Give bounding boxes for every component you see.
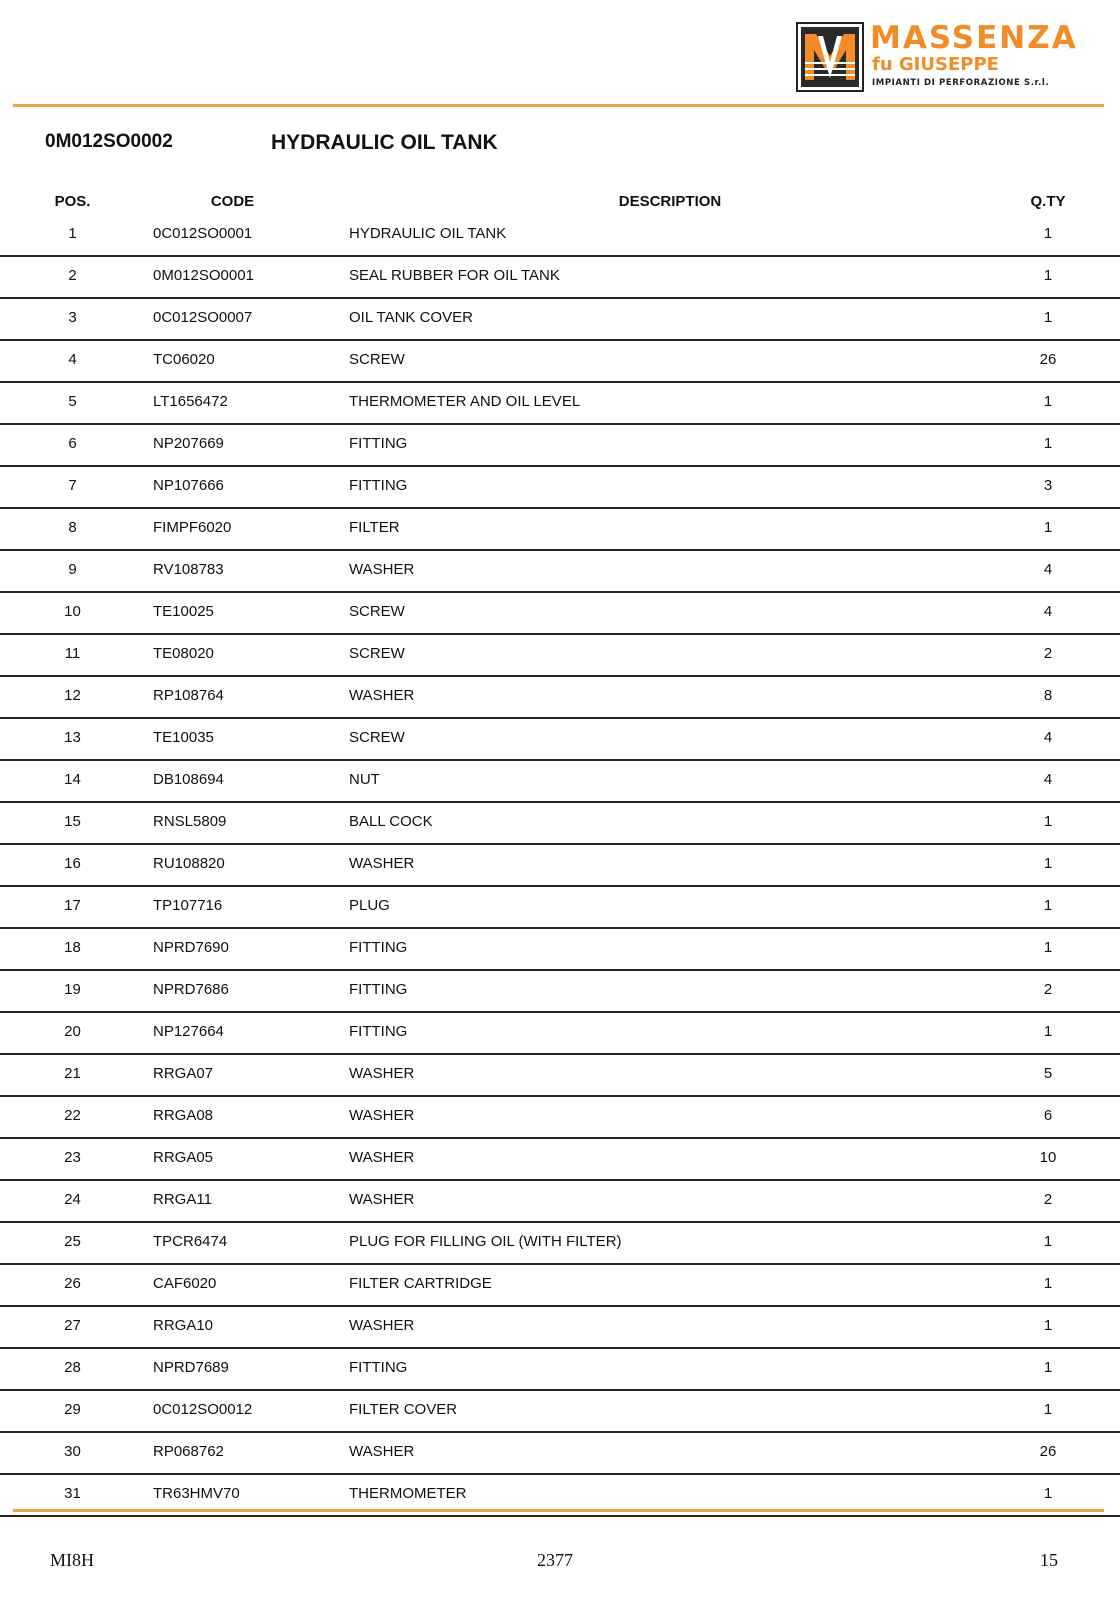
row-qty: 1 xyxy=(1043,393,1053,410)
row-code: NPRD7686 xyxy=(153,981,229,998)
row-description: WASHER xyxy=(349,1149,415,1166)
row-description: FILTER CARTRIDGE xyxy=(349,1275,492,1292)
table-row xyxy=(0,341,1120,383)
row-qty: 8 xyxy=(1043,687,1053,704)
table-row xyxy=(0,551,1120,593)
table-row xyxy=(0,635,1120,677)
row-qty: 5 xyxy=(1043,1065,1053,1082)
row-description: FITTING xyxy=(349,477,408,494)
table-row xyxy=(0,593,1120,635)
row-pos: 8 xyxy=(68,519,77,536)
row-pos: 20 xyxy=(64,1023,81,1040)
row-qty: 1 xyxy=(1043,1275,1053,1292)
footer-divider xyxy=(13,1509,1104,1512)
row-qty: 4 xyxy=(1043,561,1053,578)
row-description: HYDRAULIC OIL TANK xyxy=(349,225,507,242)
row-qty: 1 xyxy=(1043,1233,1053,1250)
table-row xyxy=(0,719,1120,761)
row-code: NP107666 xyxy=(153,477,224,494)
row-description: BALL COCK xyxy=(349,813,433,830)
row-pos: 4 xyxy=(68,351,77,368)
row-pos: 10 xyxy=(64,603,81,620)
row-description: FITTING xyxy=(349,435,408,452)
row-description: WASHER xyxy=(349,1107,415,1124)
row-code: TP107716 xyxy=(153,897,223,914)
document-title: HYDRAULIC OIL TANK xyxy=(271,131,498,154)
row-qty: 2 xyxy=(1043,645,1053,662)
row-description: OIL TANK COVER xyxy=(349,309,473,326)
table-row xyxy=(0,1391,1120,1433)
table-row xyxy=(0,1265,1120,1307)
table-row xyxy=(0,299,1120,341)
table-row xyxy=(0,1097,1120,1139)
row-description: FILTER xyxy=(349,519,400,536)
row-qty: 1 xyxy=(1043,855,1053,872)
table-row xyxy=(0,425,1120,467)
row-code: NPRD7689 xyxy=(153,1359,229,1376)
table-row xyxy=(0,971,1120,1013)
company-logo xyxy=(796,20,1096,94)
row-description: FITTING xyxy=(349,939,408,956)
row-qty: 10 xyxy=(1039,1149,1057,1166)
row-description: FITTING xyxy=(349,1359,408,1376)
table-row xyxy=(0,1055,1120,1097)
row-code: NPRD7690 xyxy=(153,939,229,956)
table-row xyxy=(0,1307,1120,1349)
row-pos: 31 xyxy=(64,1485,81,1502)
row-code: CAF6020 xyxy=(153,1275,217,1292)
table-row xyxy=(0,677,1120,719)
row-code: 0C012SO0001 xyxy=(153,225,253,242)
row-code: NP207669 xyxy=(153,435,224,452)
row-qty: 2 xyxy=(1043,1191,1053,1208)
row-pos: 2 xyxy=(68,267,77,284)
table-row xyxy=(0,215,1120,257)
row-qty: 4 xyxy=(1043,729,1053,746)
row-qty: 1 xyxy=(1043,1023,1053,1040)
row-pos: 5 xyxy=(68,393,77,410)
row-description: FITTING xyxy=(349,1023,408,1040)
row-code: RRGA05 xyxy=(153,1149,214,1166)
row-pos: 30 xyxy=(64,1443,81,1460)
massenza-logo-icon xyxy=(796,22,864,92)
row-description: SCREW xyxy=(349,645,405,662)
table-row xyxy=(0,383,1120,425)
row-qty: 1 xyxy=(1043,897,1053,914)
row-pos: 24 xyxy=(64,1191,81,1208)
row-pos: 27 xyxy=(64,1317,81,1334)
row-code: NP127664 xyxy=(153,1023,224,1040)
row-qty: 3 xyxy=(1043,477,1053,494)
row-pos: 15 xyxy=(64,813,81,830)
row-pos: 25 xyxy=(64,1233,81,1250)
column-header-pos: POS. xyxy=(54,193,91,210)
row-qty: 26 xyxy=(1039,1443,1057,1460)
row-qty: 1 xyxy=(1043,1359,1053,1376)
row-description: SCREW xyxy=(349,603,405,620)
table-row xyxy=(0,257,1120,299)
page-number: 15 xyxy=(1040,1550,1058,1570)
table-row xyxy=(0,509,1120,551)
row-qty: 26 xyxy=(1039,351,1057,368)
row-qty: 4 xyxy=(1043,603,1053,620)
footer-model: MI8H xyxy=(50,1550,94,1570)
row-description: WASHER xyxy=(349,1191,415,1208)
row-pos: 6 xyxy=(68,435,77,452)
row-description: WASHER xyxy=(349,561,415,578)
row-qty: 1 xyxy=(1043,519,1053,536)
row-pos: 9 xyxy=(68,561,77,578)
row-pos: 29 xyxy=(64,1401,81,1418)
row-code: FIMPF6020 xyxy=(153,519,232,536)
row-description: THERMOMETER AND OIL LEVEL xyxy=(349,393,581,410)
row-pos: 14 xyxy=(64,771,81,788)
row-pos: 1 xyxy=(68,225,77,242)
row-description: SCREW xyxy=(349,729,405,746)
table-row xyxy=(0,467,1120,509)
row-description: FILTER COVER xyxy=(349,1401,458,1418)
table-row xyxy=(0,1181,1120,1223)
row-qty: 1 xyxy=(1043,435,1053,452)
table-row xyxy=(0,1433,1120,1475)
row-qty: 1 xyxy=(1043,267,1053,284)
row-qty: 1 xyxy=(1043,1401,1053,1418)
row-pos: 26 xyxy=(64,1275,81,1292)
column-header-qty: Q.TY xyxy=(1030,193,1066,210)
row-pos: 18 xyxy=(64,939,81,956)
row-pos: 28 xyxy=(64,1359,81,1376)
row-pos: 13 xyxy=(64,729,81,746)
table-row xyxy=(0,887,1120,929)
document-code: 0M012SO0002 xyxy=(45,131,173,152)
row-pos: 12 xyxy=(64,687,81,704)
row-code: TC06020 xyxy=(153,351,215,368)
table-row xyxy=(0,761,1120,803)
row-pos: 16 xyxy=(64,855,81,872)
row-pos: 3 xyxy=(68,309,77,326)
table-row xyxy=(0,1139,1120,1181)
table-row xyxy=(0,1223,1120,1265)
row-code: TPCR6474 xyxy=(153,1233,228,1250)
footer-number: 2377 xyxy=(537,1550,573,1570)
row-qty: 1 xyxy=(1043,309,1053,326)
row-code: RP108764 xyxy=(153,687,224,704)
row-code: RRGA10 xyxy=(153,1317,214,1334)
column-header-description: DESCRIPTION xyxy=(618,193,722,210)
row-code: DB108694 xyxy=(153,771,224,788)
row-qty: 1 xyxy=(1043,225,1053,242)
table-row xyxy=(0,845,1120,887)
row-pos: 22 xyxy=(64,1107,81,1124)
row-pos: 11 xyxy=(64,645,81,662)
row-qty: 1 xyxy=(1043,1317,1053,1334)
header-divider xyxy=(13,104,1104,107)
row-code: TE08020 xyxy=(153,645,214,662)
row-description: WASHER xyxy=(349,687,415,704)
row-qty: 4 xyxy=(1043,771,1053,788)
row-qty: 1 xyxy=(1043,939,1053,956)
row-code: RNSL5809 xyxy=(153,813,227,830)
row-code: RU108820 xyxy=(153,855,225,872)
row-code: TR63HMV70 xyxy=(153,1485,240,1502)
row-code: RRGA11 xyxy=(153,1191,212,1208)
row-code: 0M012SO0001 xyxy=(153,267,254,284)
logo-brand: MASSENZA xyxy=(870,20,1078,56)
row-description: SCREW xyxy=(349,351,405,368)
row-code: 0C012SO0012 xyxy=(153,1401,253,1418)
table-header xyxy=(0,193,1120,215)
row-description: NUT xyxy=(349,771,380,788)
table-row xyxy=(0,1013,1120,1055)
row-description: PLUG FOR FILLING OIL (WITH FILTER) xyxy=(349,1233,622,1250)
row-qty: 1 xyxy=(1043,813,1053,830)
row-code: RRGA08 xyxy=(153,1107,214,1124)
column-header-code: CODE xyxy=(210,193,255,210)
row-code: RV108783 xyxy=(153,561,224,578)
logo-tagline: IMPIANTI DI PERFORAZIONE S.r.l. xyxy=(872,78,1050,88)
row-description: WASHER xyxy=(349,1065,415,1082)
table-row xyxy=(0,1349,1120,1391)
logo-subtitle: fu GIUSEPPE xyxy=(872,54,999,75)
row-code: LT1656472 xyxy=(153,393,228,410)
row-description: PLUG xyxy=(349,897,390,914)
row-qty: 2 xyxy=(1043,981,1053,998)
row-code: 0C012SO0007 xyxy=(153,309,253,326)
row-description: FITTING xyxy=(349,981,408,998)
row-pos: 17 xyxy=(64,897,81,914)
row-qty: 6 xyxy=(1043,1107,1053,1124)
table-row xyxy=(0,803,1120,845)
row-qty: 1 xyxy=(1043,1485,1053,1502)
row-pos: 7 xyxy=(68,477,77,494)
row-code: RRGA07 xyxy=(153,1065,214,1082)
row-description: WASHER xyxy=(349,1317,415,1334)
row-description: WASHER xyxy=(349,1443,415,1460)
row-pos: 19 xyxy=(64,981,81,998)
table-row xyxy=(0,929,1120,971)
row-pos: 23 xyxy=(64,1149,81,1166)
row-description: THERMOMETER xyxy=(349,1485,467,1502)
row-code: RP068762 xyxy=(153,1443,224,1460)
row-description: SEAL RUBBER FOR OIL TANK xyxy=(349,267,560,284)
row-pos: 21 xyxy=(64,1065,81,1082)
row-description: WASHER xyxy=(349,855,415,872)
row-code: TE10035 xyxy=(153,729,214,746)
row-code: TE10025 xyxy=(153,603,214,620)
